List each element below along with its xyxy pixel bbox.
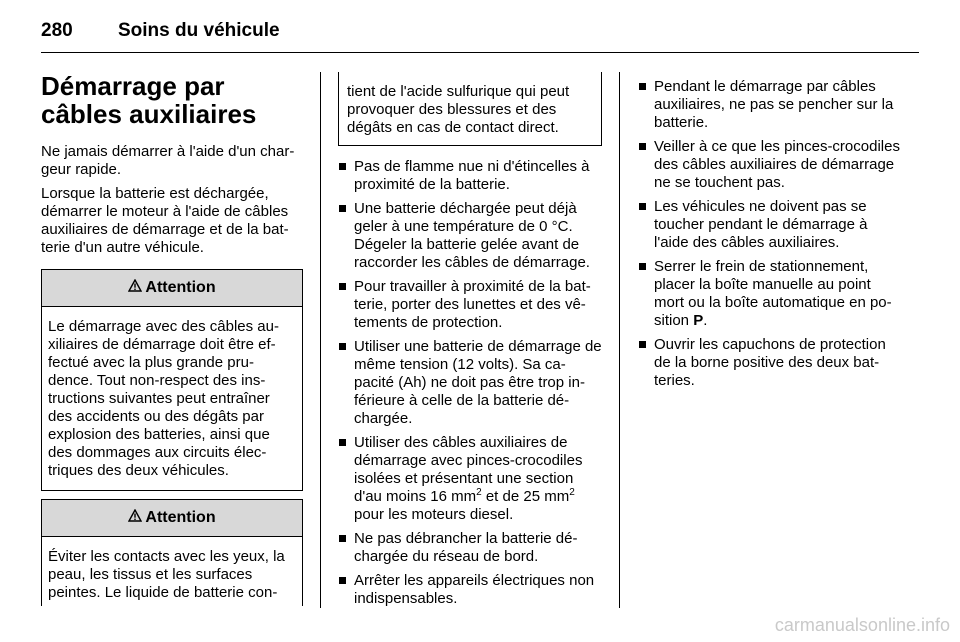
bullet-square-icon [339,163,346,170]
bullet-square-icon [339,205,346,212]
bullet-square-icon [339,439,346,446]
bullet-square-icon [639,263,646,270]
column-1 [41,72,303,606]
list-item: Les véhicules ne doivent pas se toucher pendant le démarrage à l'aide des câbles auxiliaires. [638,198,902,252]
intro-paragraph-1: Ne jamais démarrer à l'aide d'un char-geur rapide. [41,143,295,178]
procedure-list [638,78,902,390]
page-header [41,16,919,56]
warning-heading-2 [42,500,302,537]
warning-box-2-continuation [338,72,602,146]
list-item: Ne pas débrancher la batterie dé-chargée du réseau de bord. [338,530,602,566]
list-item: Veiller à ce que les pinces-crocodiles des câbles auxiliaires de démarrage ne se touchent pas. [638,138,902,192]
list-item: Utiliser des câbles auxiliaires de démarrage avec pinces-crocodiles isolées et présentant une section d'au moins 16 $mm^2$ et de 25 $mm^2$ pour les moteurs diesel. [338,434,602,524]
warning-body-1: Le démarrage avec des câbles au-xiliaires de démarrage doit être ef-fectué avec la plus grande pru-dence. Tout non-respect des ins-tructions suivantes peut entraîner des accidents ou des dégâts par explosion des batteries, ainsi que des dommages aux circuits élec-triques des deux véhicules. [48,318,279,479]
precautions-list [338,158,602,608]
list-item: Utiliser une batterie de démarrage de même tension (12 volts). Sa ca-pacité (Ah) ne doit pas être trop in-férieure à celle de la batterie dé-chargée. [338,338,602,428]
bullet-square-icon [339,343,346,350]
list-item: Pendant le démarrage par câbles auxiliaires, ne pas se pencher sur la batterie. [638,78,902,132]
bullet-square-icon [339,577,346,584]
bullet-square-icon [639,203,646,210]
warning-triangle-icon [128,279,142,297]
bullet-square-icon [339,535,346,542]
list-item: Une batterie déchargée peut déjà geler à une température de 0 °C. Dégeler la batterie gelée avant de raccorder les câbles de démarrage. [338,200,602,272]
section-title: Démarrage par câbles auxiliaires [41,71,257,129]
column-divider-1 [320,72,321,608]
header-rule [41,52,919,53]
warning-heading-text-1: Attention [145,279,216,296]
bullet-square-icon [639,83,646,90]
warning-heading-1 [42,270,302,307]
bullet-square-icon [639,341,646,348]
warning-box-2 [41,499,303,606]
column-2 [338,72,602,614]
list-item: Pour travailler à proximité de la bat-terie, porter des lunettes et des vê-tements de protection. [338,278,602,332]
column-divider-2 [619,72,620,608]
bullet-square-icon [639,143,646,150]
column-3 [638,78,902,396]
running-title: Soins du véhicule [118,20,280,41]
warning-box-1 [41,269,303,491]
list-item: Arrêter les appareils électriques non indispensables. [338,572,602,608]
warning-triangle-icon [128,509,142,527]
warning-heading-text-2: Attention [145,509,216,526]
warning-body-2-continuation: tient de l'acide sulfurique qui peut provoquer des blessures et des dégâts en cas de contact direct. [347,83,570,136]
bullet-square-icon [339,283,346,290]
list-item: Ouvrir les capuchons de protection de la borne positive des deux bat-teries. [638,336,902,390]
page-number: 280 [41,20,73,41]
list-item: Pas de flamme nue ni d'étincelles à proximité de la batterie. [338,158,602,194]
intro-paragraph-2: Lorsque la batterie est déchargée, démarrer le moteur à l'aide de câbles auxiliaires de démarrage et de la bat-terie d'un autre véhicule. [41,185,289,256]
warning-body-2: Éviter les contacts avec les yeux, la peau, les tissus et les surfaces peintes. Le liquide de batterie con- [48,548,285,601]
list-item: Serrer le frein de stationnement, placer la boîte manuelle au point mort ou la boîte automatique en po-sition P. [638,258,902,330]
watermark: carmanualsonline.info [774,615,950,635]
